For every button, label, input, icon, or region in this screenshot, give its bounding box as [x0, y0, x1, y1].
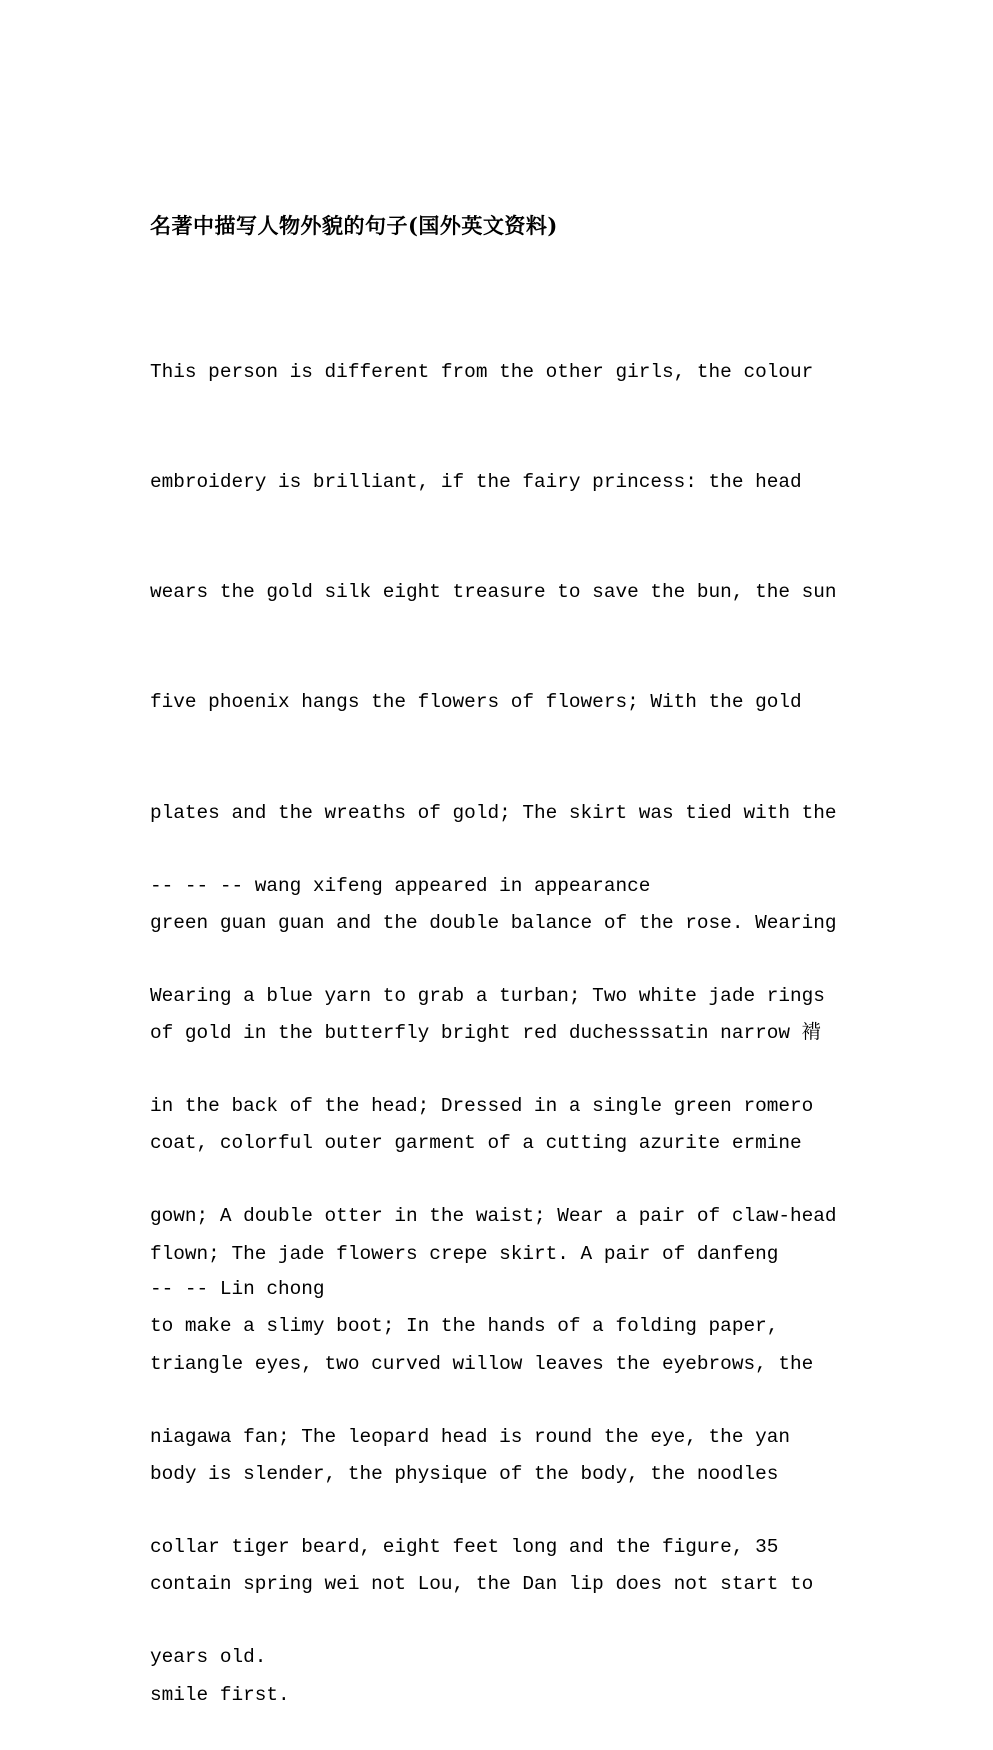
- text-line: This person is different from the other girls, the colour: [150, 360, 814, 383]
- text-line: to make a slimy boot; In the hands of a folding paper,: [150, 1315, 779, 1338]
- document-title: 名著中描写人物外貌的句子(国外英文资料): [150, 213, 558, 238]
- text-line: wears the gold silk eight treasure to save the bun, the sun: [150, 581, 837, 603]
- text-line: gown; A double otter in the waist; Wear a pair of claw-head: [150, 1205, 837, 1227]
- text-line: in the back of the head; Dressed in a single green romero: [150, 1094, 814, 1117]
- text-line: collar tiger beard, eight feet long and the figure, 35: [150, 1535, 779, 1558]
- text-line: green guan guan and the double balance of the rose. Wearing: [150, 911, 837, 934]
- text-line: triangle eyes, two curved willow leaves the eyebrows, the: [150, 1352, 814, 1375]
- text-line: smile first.: [150, 1683, 290, 1706]
- text-line: flown; The jade flowers crepe skirt. A pair of danfeng: [150, 1242, 779, 1265]
- attribution-text: -- -- Lin chong: [150, 1277, 325, 1300]
- text-line: embroidery is brilliant, if the fairy princess: the head: [150, 470, 802, 493]
- text-line: coat, colorful outer garment of a cutting azurite ermine: [150, 1132, 802, 1155]
- text-line: years old.: [150, 1646, 267, 1668]
- text-line: contain spring wei not Lou, the Dan lip does not start to: [150, 1573, 814, 1596]
- text-line: five phoenix hangs the flowers of flowers; With the gold: [150, 691, 802, 714]
- text-line: of gold in the butterfly bright red duchesssatin narrow 褙: [150, 1022, 822, 1044]
- text-line: niagawa fan; The leopard head is round the eye, the yan: [150, 1425, 790, 1448]
- text-line: Wearing a blue yarn to grab a turban; Two white jade rings: [150, 984, 825, 1007]
- text-line: body is slender, the physique of the body, the noodles: [150, 1463, 779, 1485]
- attribution-lin-chong: [150, 1197, 325, 1344]
- attribution-text: -- -- -- wang xifeng appeared in appearance: [150, 874, 651, 897]
- text-line: plates and the wreaths of gold; The skirt was tied with the: [150, 801, 837, 824]
